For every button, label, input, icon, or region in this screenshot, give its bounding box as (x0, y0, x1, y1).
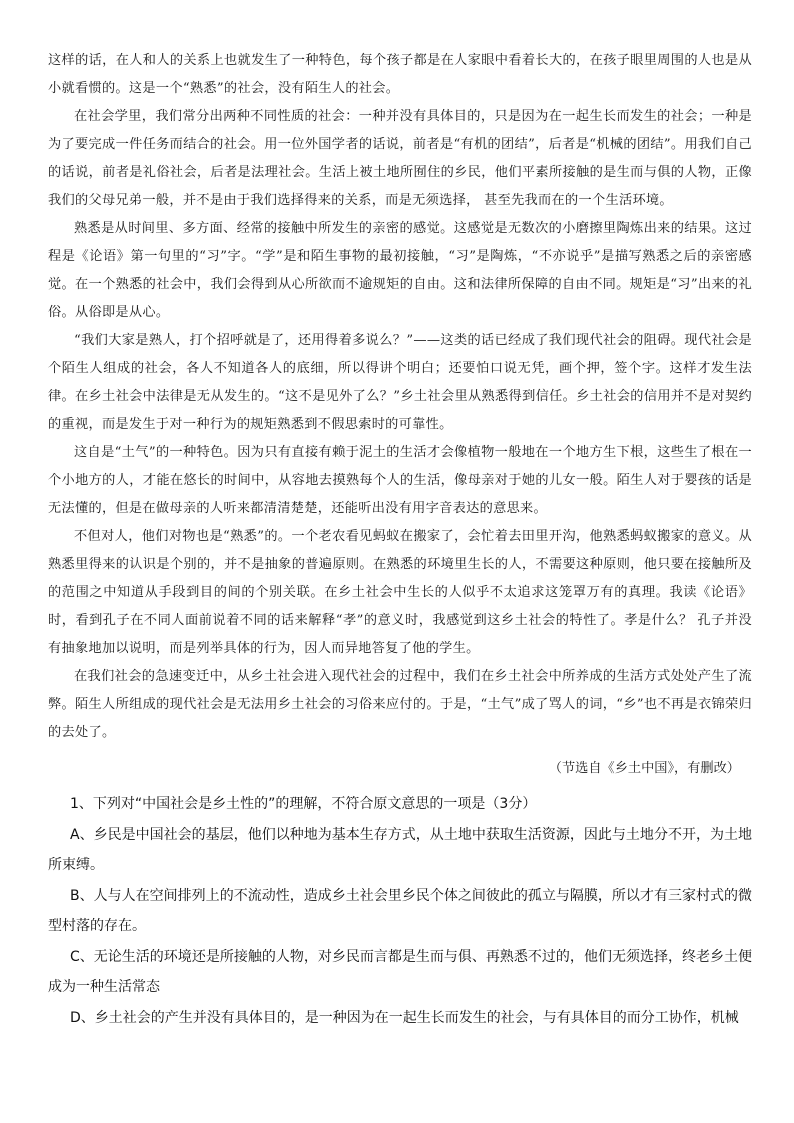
question-block (48, 789, 752, 1033)
question-stem: 1、下列对“中国社会是乡土性的”的理解，不符合原文意思的一项是（3分） (70, 796, 537, 812)
passage-paragraph-7: 在我们社会的急速变迁中，从乡土社会进入现代社会的过程中，我们在乡土社会中所养成的生活方式处处产生了流弊。陌生人所组成的现代社会是无法用乡土社会的习俗来应付的。于是，“土气”成了骂人的词，“乡”也不再是衣锦荣归的去处了。 (48, 669, 752, 740)
passage-paragraph-6: 不但对人，他们对物也是“熟悉”的。一个老农看见蚂蚁在搬家了，会忙着去田里开沟，他熟悉蚂蚁搬家的意义。从熟悉里得来的认识是个别的，并不是抽象的普遍原则。在熟悉的环境里生长的人，不需要这种原则，他只要在接触所及的范围之中知道从手段到目的间的个别关联。在乡土社会中生长的人似乎不太追求这笼罩万有的真理。我读《论语》时，看到孔子在不同人面前说着不同的话来解释“孝”的意义时，我感觉到这乡土社会的特性了。孝是什么？ 孔子并没有抽象地加以说明，而是列举具体的行为，因人而异地答复了他的学生。 (48, 529, 752, 656)
reading-passage (48, 47, 752, 747)
option-a: A、乡民是中国社会的基层，他们以种地为基本生存方式，从土地中获取生活资源，因此与土地分不开，为土地所束缚。 (48, 826, 752, 873)
passage-paragraph-3: 熟悉是从时间里、多方面、经常的接触中所发生的亲密的感觉。这感觉是无数次的小磨擦里陶炼出来的结果。这过程是《论语》第一句里的“习”字。“学”是和陌生事物的最初接触，“习”是陶炼，“不亦说乎”是描写熟悉之后的亲密感觉。在一个熟悉的社会中，我们会得到从心所欲而不逾规矩的自由。这和法律所保障的自由不同。规矩是“习”出来的礼俗。从俗即是从心。 (48, 221, 752, 320)
document-body (48, 47, 752, 1033)
passage-paragraph-1: 这样的话，在人和人的关系上也就发生了一种特色，每个孩子都是在人家眼中看着长大的，在孩子眼里周围的人也是从小就看惯的。这是一个“熟悉”的社会，没有陌生人的社会。 (48, 53, 752, 96)
option-d: D、乡土社会的产生并没有具体目的，是一种因为在一起生长而发生的社会，与有具体目的而分工协作，机械 (70, 1009, 739, 1026)
option-c: C、无论生活的环境还是所接触的人物，对乡民而言都是生而与俱、再熟悉不过的，他们无须选择，终老乡土便成为一种生活常态 (48, 948, 752, 995)
passage-paragraph-4: “我们大家是熟人，打个招呼就是了，还用得着多说么？”——这类的话已经成了我们现代社会的阻碍。现代社会是个陌生人组成的社会，各人不知道各人的底细，所以得讲个明白；还要怕口说无凭，画个押，签个字。这样才发生法律。在乡土社会中法律是无从发生的。“这不是见外了么？”乡土社会里从熟悉得到信任。乡土社会的信用并不是对契约的重视，而是发生于对一种行为的规矩熟悉到不假思索时的可靠性。 (48, 333, 752, 432)
passage-source-note: （节选自《乡土中国》，有删改） (548, 761, 740, 776)
option-b: B、人与人在空间排列上的不流动性，造成乡土社会里乡民个体之间彼此的孤立与隔膜，所以才有三家村式的微型村落的存在。 (48, 887, 752, 934)
passage-paragraph-5: 这自是“土气”的一种特色。因为只有直接有赖于泥土的生活才会像植物一般地在一个地方生下根，这些生了根在一个小地方的人，才能在悠长的时间中，从容地去摸熟每个人的生活，像母亲对于她的儿女一般。陌生人对于婴孩的话是无法懂的，但是在做母亲的人听来都清清楚楚，还能听出没有用字音表达的意思来。 (48, 445, 752, 516)
passage-paragraph-2: 在社会学里，我们常分出两种不同性质的社会：一种并没有具体目的，只是因为在一起生长而发生的社会；一种是为了要完成一件任务而结合的社会。用一位外国学者的话说，前者是“有机的团结”，后者是“机械的团结”。用我们自己的话说，前者是礼俗社会，后者是法理社会。生活上被土地所囿住的乡民，他们平素所接触的是生而与俱的人物，正像我们的父母兄弟一般，并不是由于我们选择得来的关系，而是无须选择， 甚至先我而在的一个生活环境。 (48, 109, 752, 208)
